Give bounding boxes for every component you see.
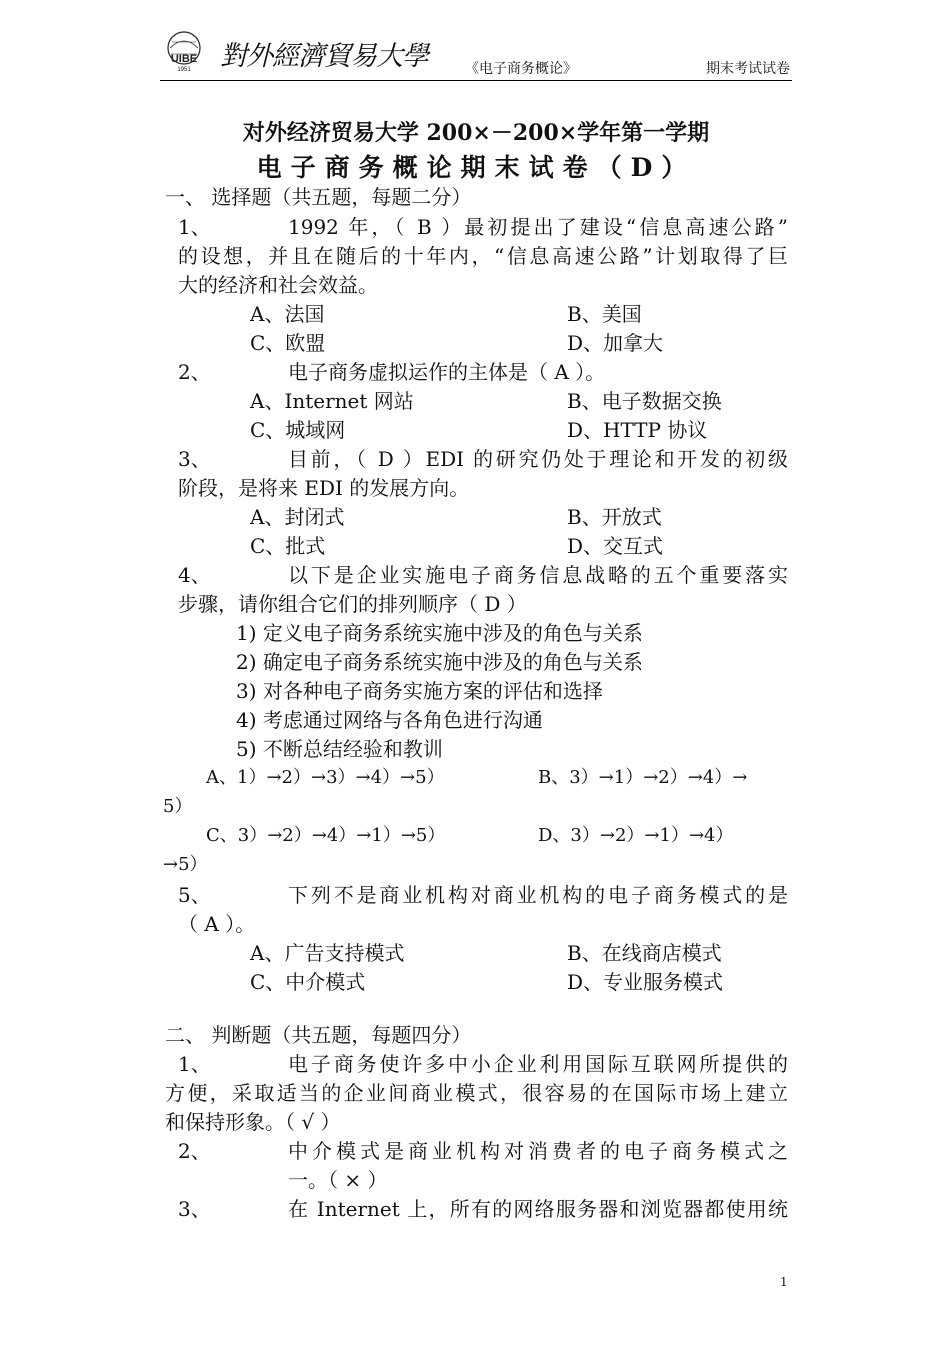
q2-number: 2、	[178, 360, 211, 384]
q4-number: 4、	[178, 563, 211, 587]
q5-text-line1: 下列不是商业机构对商业机构的电子商务模式的是	[288, 883, 788, 907]
q5-text-line2: （ A ）。	[178, 912, 256, 936]
q2-option-b: B、电子数据交换	[567, 389, 722, 413]
tf1-text-line3: 和保持形象。（ √ ）	[165, 1110, 341, 1134]
q2-option-a: A、Internet 网站	[250, 389, 414, 413]
q4-option-b-wrap: 5）	[163, 796, 193, 817]
q3-option-a: A、封闭式	[250, 505, 345, 529]
q1-text-line1: 1992 年，（ B ）最初提出了建设“信息高速公路”	[288, 215, 788, 239]
exam-type: 期末考试试卷	[706, 61, 790, 77]
q4-text-line1: 以下是企业实施电子商务信息战略的五个重要落实	[288, 563, 788, 587]
q5-option-c: C、中介模式	[250, 970, 366, 994]
tf1-text-line1: 电子商务使许多中小企业利用国际互联网所提供的	[288, 1052, 788, 1076]
page-number: 1	[780, 1275, 788, 1289]
q1-option-a: A、法国	[250, 302, 325, 326]
q3-option-b: B、开放式	[567, 505, 662, 529]
q4-step-4: 4) 考虑通过网络与各角色进行沟通	[236, 708, 543, 732]
tf1-text-line2: 方便，采取适当的企业间商业模式，很容易的在国际市场上建立	[165, 1081, 788, 1105]
q2-option-c: C、城域网	[250, 418, 346, 442]
q4-step-3: 3) 对各种电子商务实施方案的评估和选择	[236, 679, 603, 703]
q4-option-d-wrap: →5）	[163, 854, 208, 875]
q1-option-d: D、加拿大	[567, 331, 664, 355]
svg-text:UIBE: UIBE	[170, 53, 198, 65]
q3-number: 3、	[178, 447, 211, 471]
tf2-text-line1: 中介模式是商业机构对消费者的电子商务模式之	[288, 1139, 788, 1163]
section2-heading: 二、 判断题（共五题，每题四分）	[165, 1023, 472, 1047]
q1-number: 1、	[178, 215, 211, 239]
q2-text-line1: 电子商务虚拟运作的主体是（ A ）。	[288, 360, 606, 384]
q5-option-d: D、专业服务模式	[567, 970, 724, 994]
q4-step-5: 5) 不断总结经验和教训	[236, 737, 443, 761]
q3-option-d: D、交互式	[567, 534, 664, 558]
svg-text:1951: 1951	[177, 67, 191, 72]
tf2-text-line2: 一。（ × ）	[288, 1168, 388, 1192]
q4-option-b: B、3）→1）→2）→4）→	[538, 767, 748, 788]
q3-text-line1: 目前，（ D ）EDI 的研究仍处于理论和开发的初级	[288, 447, 788, 471]
exam-title-line1: 对外经济贸易大学 200×－200×学年第一学期	[242, 120, 710, 146]
q1-text-line2: 的设想，并且在随后的十年内，“信息高速公路”计划取得了巨	[178, 244, 788, 268]
q1-option-c: C、欧盟	[250, 331, 326, 355]
q1-option-b: B、美国	[567, 302, 642, 326]
school-calligraphy: 對外經濟貿易大學	[220, 41, 428, 72]
q5-number: 5、	[178, 883, 211, 907]
tf1-number: 1、	[178, 1052, 211, 1076]
q4-option-c: C、3）→2）→4）→1）→5）	[206, 825, 446, 846]
q4-option-d: D、3）→2）→1）→4）	[538, 825, 734, 846]
q3-text-line2: 阶段，是将来 EDI 的发展方向。	[178, 476, 470, 500]
section1-heading: 一、 选择题（共五题，每题二分）	[165, 185, 472, 209]
course-title: 《电子商务概论》	[465, 61, 577, 77]
q3-option-c: C、批式	[250, 534, 326, 558]
tf2-number: 2、	[178, 1139, 211, 1163]
q4-option-a: A、1）→2）→3）→4）→5）	[206, 767, 445, 788]
university-logo	[160, 28, 210, 72]
q5-option-b: B、在线商店模式	[567, 941, 722, 965]
tf3-text-line1: 在 Internet 上，所有的网络服务器和浏览器都使用统	[288, 1197, 788, 1221]
q5-option-a: A、广告支持模式	[250, 941, 405, 965]
q4-step-1: 1) 定义电子商务系统实施中涉及的角色与关系	[236, 621, 643, 645]
q2-option-d: D、HTTP 协议	[567, 418, 708, 442]
q4-text-line2: 步骤，请你组合它们的排列顺序（ D ）	[178, 592, 527, 616]
page-header	[160, 26, 792, 81]
q4-step-2: 2) 确定电子商务系统实施中涉及的角色与关系	[236, 650, 643, 674]
tf3-number: 3、	[178, 1197, 211, 1221]
exam-title-line2: 电子商务概论期末试卷（D）	[256, 153, 696, 182]
q1-text-line3: 大的经济和社会效益。	[178, 273, 378, 297]
